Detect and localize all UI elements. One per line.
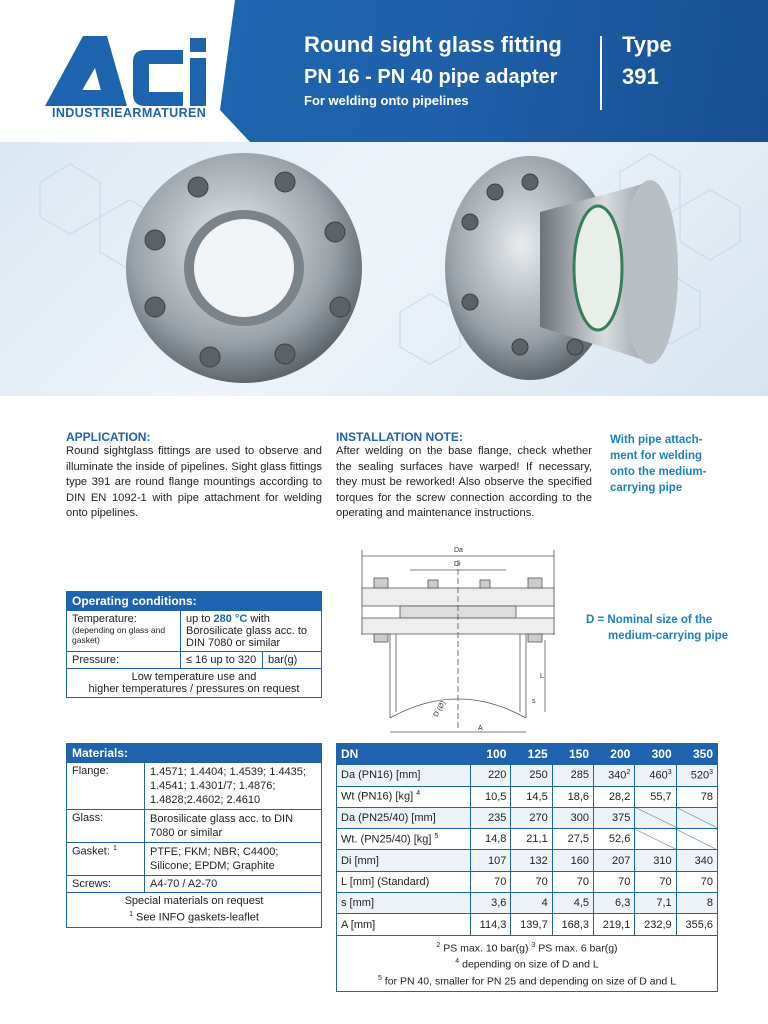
- dn-size: 125: [511, 744, 552, 765]
- dim-d: D (Ø): [432, 699, 448, 719]
- product-title: Round sight glass fitting: [304, 32, 562, 57]
- material-label: Screws:: [67, 876, 145, 893]
- operating-title: Operating conditions:: [67, 592, 322, 611]
- application-title: APPLICATION:: [66, 430, 151, 444]
- dn-size: 300: [635, 744, 676, 765]
- type-label: Type: [622, 32, 672, 57]
- table-row: L [mm] (Standard) 70 70 70 70 70 70: [337, 871, 718, 892]
- materials-table: [66, 743, 322, 928]
- application-text: Round sightglass fittings are used to observe and illuminate the inside of pipelines. Sight glass fittings type 391 are round flange mountings according to DIN EN 1092-1 with pipe attachment for welding onto pipelines.: [66, 445, 322, 519]
- not-applicable-cell: [676, 807, 717, 828]
- dn-size: 200: [594, 744, 635, 765]
- operating-conditions-table: [66, 591, 322, 698]
- material-value: Borosilicate glass acc. to DIN 7080 or similar: [145, 810, 322, 843]
- dimensions-table: [336, 743, 718, 992]
- dn-size: 350: [676, 744, 717, 765]
- not-applicable-cell: [676, 829, 717, 850]
- material-value: A4-70 / A2-70: [145, 876, 322, 893]
- material-value: 1.4571; 1.4404; 1.4539; 1.4435; 1.4541; 1.4301/7; 1.4876; 1.4828;2.4602; 2.4610: [145, 763, 322, 810]
- nominal-size-note: D = Nominal size of the medium-carrying pipe: [586, 614, 729, 642]
- header-divider: [600, 36, 602, 110]
- not-applicable-cell: [635, 807, 676, 828]
- dim-l: L: [540, 673, 544, 680]
- pressure-label: Pressure:: [67, 652, 181, 669]
- dn-header: DN: [337, 744, 471, 765]
- table-row: Da (PN16) [mm] 220 250 285 $340^2$ $460^3$ $520^3$: [337, 765, 718, 786]
- product-tagline: For welding onto pipelines: [304, 93, 469, 108]
- dn-size: 100: [471, 744, 511, 765]
- pipe-attachment-note: With pipe attach- ment for welding onto the medium- carrying pipe: [610, 434, 707, 494]
- product-photo: [0, 142, 768, 396]
- installation-text: After welding on the base flange, check whether the sealing surfaces have warped! If necessary, they must be reworked! Also observe the specified torques for the screw connection according to the operating and maintenance instructions.: [336, 445, 592, 519]
- materials-title: Materials:: [67, 744, 322, 763]
- temperature-value: up to 280 °C with Borosilicate glass acc. to DIN 7080 or similar: [181, 611, 322, 652]
- table-row: Wt. (PN25/40) [kg] $^5$ 14,8 21,1 27,5 52,6: [337, 829, 718, 850]
- temperature-label-cell: Temperature: (depending on glass and gasket): [67, 611, 181, 652]
- product-illustration: [0, 142, 768, 396]
- pressure-unit: bar(g): [262, 652, 321, 669]
- dim-s: s: [532, 698, 536, 705]
- product-subtitle: PN 16 - PN 40 pipe adapter: [304, 66, 558, 88]
- header: [0, 0, 768, 142]
- operating-footer: Low temperature use and higher temperatures / pressures on request: [67, 669, 322, 698]
- material-value: PTFE; FKM; NBR; C4400; Silicone; EPDM; Graphite: [145, 843, 322, 876]
- installation-title: INSTALLATION NOTE:: [336, 430, 463, 444]
- pressure-value: ≤ 16 up to 320: [181, 652, 263, 669]
- material-label: Flange:: [67, 763, 145, 810]
- dim-a: A: [478, 725, 483, 732]
- dimension-footnotes: $^2$ PS max. 10 bar(g) $^3$ PS max. 6 bar(g) $^4$ depending on size of D and L $^5$ for PN 40, smaller for PN 25 and depending on size of D and L: [337, 935, 718, 992]
- dim-da: Da: [454, 547, 463, 554]
- material-label: Gasket: $^1$: [67, 843, 145, 876]
- table-row: s [mm] 3,6 4 4,5 6,3 7,1 8: [337, 893, 718, 914]
- materials-footer: Special materials on request $^1$ See INFO gaskets-leaflet: [67, 893, 322, 928]
- table-row: A [mm] 114,3 139,7 168,3 219,1 232,9 355,6: [337, 914, 718, 935]
- brand-name: INDUSTRIEARMATUREN: [52, 106, 207, 120]
- table-row: Di [mm] 107 132 160 207 310 340: [337, 850, 718, 871]
- table-row: Wt (PN16) [kg] $^4$ 10,5 14,5 18,6 28,2 55,7 78: [337, 786, 718, 807]
- dim-di: Di: [454, 561, 461, 568]
- table-row: Da (PN25/40) [mm] 235 270 300 375: [337, 807, 718, 828]
- technical-drawing: [340, 540, 576, 740]
- type-number: 391: [622, 64, 659, 89]
- material-label: Glass:: [67, 810, 145, 843]
- dn-size: 150: [552, 744, 593, 765]
- not-applicable-cell: [635, 829, 676, 850]
